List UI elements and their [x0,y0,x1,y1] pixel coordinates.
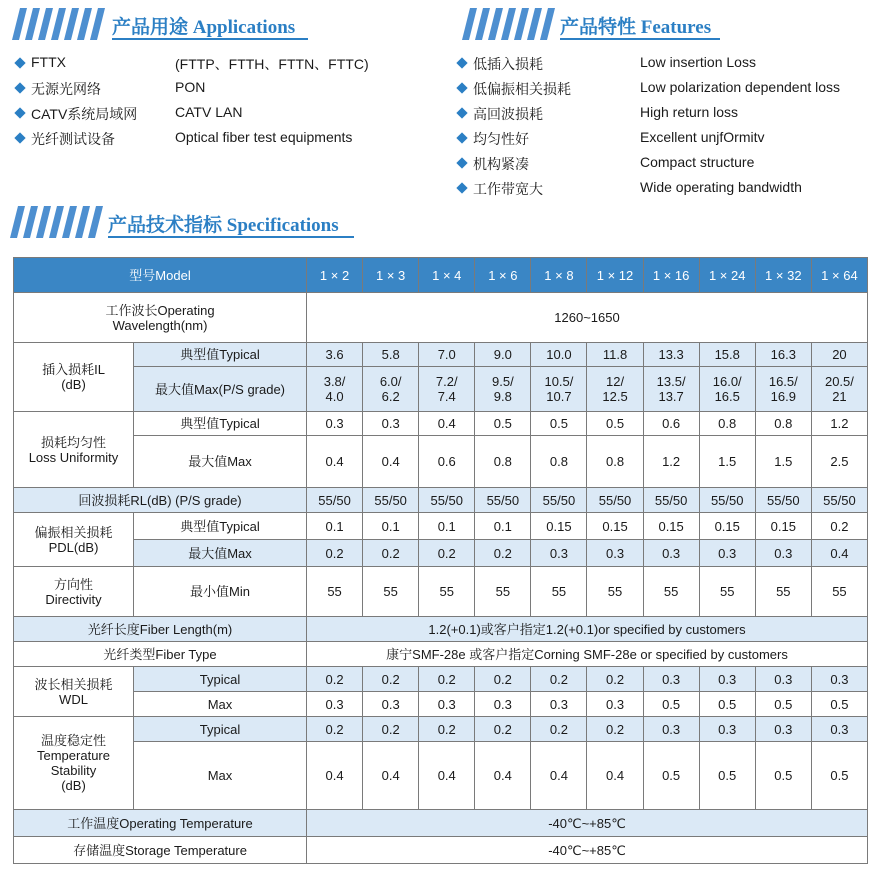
list-item [16,51,436,76]
value-cell: 55 [363,567,419,617]
value-cell: 0.3 [419,692,475,717]
value-cell: 0.3 [811,667,867,692]
value-cell: 0.5 [755,742,811,810]
value-cell: 0.3 [307,692,363,717]
value-cell: 55 [643,567,699,617]
value-cell: 0.2 [419,667,475,692]
list-item [458,51,873,76]
value-cell: 0.3 [699,667,755,692]
fiber-length-value: 1.2(+0.1)或客户指定1.2(+0.1)or specified by customers [307,617,868,642]
list-item [458,151,873,176]
value-cell: 0.5 [699,692,755,717]
st-temp-value: -40℃~+85℃ [307,837,868,864]
value-cell: 1.2 [643,436,699,488]
wdl-max-label: Max [134,692,307,717]
value-cell: 0.8 [475,436,531,488]
diamond-bullet-icon [14,132,25,143]
value-line: 20.5/ [824,374,854,389]
pdl-label [14,513,134,567]
model-cell: 1 × 8 [531,258,587,293]
value-cell: 0.2 [419,717,475,742]
features-list [458,51,873,201]
op-temp-value: -40℃~+85℃ [307,810,868,837]
list-item [16,126,436,151]
fiber-length-label: 光纤长度Fiber Length(m) [14,617,307,642]
specifications-header [10,206,360,240]
table-row [14,343,868,367]
item-value: Compact structure [640,154,755,170]
value-cell [363,367,419,412]
value-cell: 3.6 [307,343,363,367]
model-cell: 1 × 2 [307,258,363,293]
value-cell: 0.3 [475,692,531,717]
item-name: CATV系统局域网 [31,106,138,122]
value-cell: 55/50 [587,488,643,513]
value-cell: 0.4 [363,742,419,810]
value-cell [307,367,363,412]
value-cell: 0.5 [475,412,531,436]
value-cell: 55 [307,567,363,617]
value-cell: 10.0 [531,343,587,367]
item-name: FTTX [31,54,66,70]
value-line: 10.7 [546,389,572,404]
value-cell: 0.15 [531,513,587,540]
label-line: Temperature [37,748,110,763]
model-header: 型号Model [14,258,307,293]
item-value: Low polarization dependent loss [640,79,841,95]
value-line: 16.5 [714,389,740,404]
value-line: 16.9 [770,389,796,404]
value-cell: 0.5 [531,412,587,436]
value-cell: 0.3 [363,412,419,436]
value-cell: 0.3 [755,717,811,742]
item-value: Wide operating bandwidth [640,179,802,195]
item-name: 无源光网络 [31,81,101,97]
st-temp-label: 存储温度Storage Temperature [14,837,307,864]
value-cell: 0.4 [587,742,643,810]
value-cell: 0.1 [307,513,363,540]
value-cell: 0.1 [475,513,531,540]
list-item [16,76,436,101]
dir-min-label: 最小值Min [134,567,307,617]
value-cell: 55 [587,567,643,617]
value-line: 6.0/ [379,374,402,389]
il-label [14,343,134,412]
value-cell: 0.3 [699,540,755,567]
value-cell: 0.15 [643,513,699,540]
wdl-label [14,667,134,717]
item-name: 低偏振相关损耗 [473,81,571,97]
value-line: 9.8 [493,389,512,404]
value-line: 13.7 [658,389,684,404]
diamond-bullet-icon [456,82,467,93]
model-cell: 1 × 4 [419,258,475,293]
value-line: 4.0 [325,389,344,404]
item-value: Excellent unjfOrmitv [640,129,765,145]
table-row [14,513,868,540]
value-cell: 0.8 [531,436,587,488]
value-cell: 55/50 [811,488,867,513]
value-cell: 7.0 [419,343,475,367]
value-cell: 0.1 [419,513,475,540]
value-cell: 55 [699,567,755,617]
diamond-bullet-icon [14,57,25,68]
list-item [458,176,873,201]
pdl-max-label: 最大值Max [134,540,307,567]
table-row [14,293,868,343]
value-cell: 0.5 [699,742,755,810]
value-cell: 55 [811,567,867,617]
value-cell: 0.5 [811,742,867,810]
label-line: (dB) [61,377,86,392]
value-cell: 0.4 [531,742,587,810]
label-line: 波长相关损耗 [34,676,113,692]
stripes-decoration [462,8,562,40]
features-title: 产品特性 Features [560,17,712,38]
value-cell: 55/50 [419,488,475,513]
diamond-bullet-icon [456,132,467,143]
value-cell: 55/50 [363,488,419,513]
value-cell: 0.3 [643,540,699,567]
value-cell: 0.8 [755,412,811,436]
value-cell: 0.4 [475,742,531,810]
value-cell: 0.3 [531,692,587,717]
value-cell: 0.3 [587,540,643,567]
value-cell: 0.2 [587,667,643,692]
specifications-table [13,257,868,864]
value-line: 9.5/ [492,374,514,389]
applications-header [12,8,312,42]
value-cell: 55/50 [699,488,755,513]
model-cell: 1 × 3 [363,258,419,293]
value-cell: 0.4 [419,742,475,810]
fiber-type-label: 光纤类型Fiber Type [14,642,307,667]
value-cell [531,367,587,412]
value-cell: 0.2 [531,717,587,742]
value-line: 3.8/ [323,374,346,389]
rl-label: 回波损耗RL(dB) (P/S grade) [14,488,307,513]
list-item [458,101,873,126]
table-row [14,567,868,617]
item-value: (FTTP、FTTH、FTTN、FTTC) [175,56,369,72]
value-cell: 5.8 [363,343,419,367]
item-name: 低插入损耗 [473,56,543,72]
value-cell: 0.15 [699,513,755,540]
wdl-typ-label: Typical [134,667,307,692]
ts-label [14,717,134,810]
value-cell: 0.2 [531,667,587,692]
wavelength-value: 1260~1650 [307,293,868,343]
applications-list [16,51,436,151]
label-line: Wavelength(nm) [112,317,208,333]
diamond-bullet-icon [14,107,25,118]
label-line: Loss Uniformity [28,449,119,465]
value-cell: 0.2 [307,540,363,567]
label-line: Directivity [45,591,102,607]
value-cell: 0.5 [811,692,867,717]
value-cell: 0.5 [587,412,643,436]
value-cell [811,367,867,412]
label-line: 工作波长Operating [105,302,215,318]
diamond-bullet-icon [456,182,467,193]
applications-title: 产品用途 Applications [112,17,296,38]
table-row [14,367,868,412]
value-cell: 0.2 [475,667,531,692]
value-cell [643,367,699,412]
value-cell: 1.5 [755,436,811,488]
list-item [458,76,873,101]
features-header [462,8,732,42]
value-cell: 0.2 [363,540,419,567]
value-cell: 55/50 [755,488,811,513]
value-cell: 0.8 [587,436,643,488]
value-cell: 0.2 [811,513,867,540]
value-line: 16.5/ [768,374,798,389]
label-line: (dB) [61,778,86,793]
value-cell: 0.3 [755,667,811,692]
lu-typ-label: 典型值Typical [134,412,307,436]
value-cell: 0.2 [307,717,363,742]
label-line: 损耗均匀性 [40,434,106,450]
model-cell: 1 × 12 [587,258,643,293]
dir-label [14,567,134,617]
item-name: 均匀性好 [473,131,529,147]
value-cell: 55 [755,567,811,617]
table-row [14,436,868,488]
value-cell: 9.0 [475,343,531,367]
value-cell: 0.6 [419,436,475,488]
table-row [14,810,868,837]
value-cell: 0.4 [419,412,475,436]
item-name: 高回波损耗 [473,106,543,122]
value-cell: 0.4 [363,436,419,488]
value-line: 7.2/ [435,374,458,389]
value-cell: 15.8 [699,343,755,367]
value-cell: 0.3 [811,717,867,742]
item-name: 光纤测试设备 [31,131,115,147]
pdl-typ-label: 典型值Typical [134,513,307,540]
value-cell: 0.5 [755,692,811,717]
lu-label [14,412,134,488]
label-line: Stability [50,763,97,778]
item-name: 工作带宽大 [473,181,543,197]
value-cell: 20 [811,343,867,367]
value-line: 10.5/ [544,374,574,389]
value-cell: 55/50 [643,488,699,513]
model-cell: 1 × 64 [811,258,867,293]
value-cell: 1.5 [699,436,755,488]
value-cell: 0.3 [643,717,699,742]
table-row [14,617,868,642]
ts-max-label: Max [134,742,307,810]
value-cell: 0.3 [755,540,811,567]
item-value: Low insertion Loss [640,54,756,70]
wavelength-label [14,293,307,343]
ts-typ-label: Typical [134,717,307,742]
value-cell: 0.2 [587,717,643,742]
label-line: 温度稳定性 [40,733,106,748]
applications-underline [112,38,308,40]
value-cell: 0.2 [307,667,363,692]
il-max-label: 最大值Max(P/S grade) [134,367,307,412]
value-cell: 1.2 [811,412,867,436]
value-cell: 55 [531,567,587,617]
value-cell: 0.1 [363,513,419,540]
value-cell [587,367,643,412]
label-line: WDL [59,691,88,707]
value-line: 7.4 [437,389,456,404]
table-row [14,488,868,513]
value-cell: 0.2 [475,717,531,742]
value-line: 6.2 [381,389,400,404]
value-cell: 0.3 [307,412,363,436]
value-cell: 2.5 [811,436,867,488]
value-cell: 55/50 [307,488,363,513]
value-cell: 11.8 [587,343,643,367]
item-name: 机构紧凑 [473,156,529,172]
value-line: 21 [832,389,847,404]
item-value: High return loss [640,104,739,120]
table-row [14,642,868,667]
item-value: Optical fiber test equipments [175,129,353,145]
value-line: 12.5 [602,389,628,404]
value-cell: 0.5 [643,692,699,717]
value-cell [419,367,475,412]
table-row [14,412,868,436]
value-cell: 0.4 [307,742,363,810]
value-cell: 0.15 [755,513,811,540]
diamond-bullet-icon [456,157,467,168]
value-cell: 55 [419,567,475,617]
label-line: 偏振相关损耗 [34,524,113,540]
model-cell: 1 × 32 [755,258,811,293]
label-line: 插入损耗IL [42,362,105,377]
value-cell: 0.5 [643,742,699,810]
diamond-bullet-icon [14,82,25,93]
table-row [14,667,868,692]
value-cell: 16.3 [755,343,811,367]
value-cell: 0.15 [587,513,643,540]
value-cell: 0.2 [363,667,419,692]
op-temp-label: 工作温度Operating Temperature [14,810,307,837]
features-underline [560,38,720,40]
value-cell: 55 [475,567,531,617]
stripes-decoration [12,8,112,40]
value-line: 13.5/ [656,374,686,389]
label-line: PDL(dB) [48,539,99,555]
value-cell: 0.8 [699,412,755,436]
item-value: PON [175,79,206,95]
value-cell: 0.3 [643,667,699,692]
model-cell: 1 × 24 [699,258,755,293]
value-cell: 55/50 [475,488,531,513]
value-line: 12/ [605,374,625,389]
value-cell [475,367,531,412]
table-row [14,717,868,742]
model-cell: 1 × 6 [475,258,531,293]
value-cell: 55/50 [531,488,587,513]
specifications-underline [108,236,354,238]
value-cell [755,367,811,412]
value-cell: 0.4 [811,540,867,567]
table-row [14,742,868,810]
value-cell: 0.2 [475,540,531,567]
specifications-title: 产品技术指标 Specifications [108,215,339,236]
table-row [14,540,868,567]
value-cell: 0.3 [587,692,643,717]
diamond-bullet-icon [456,57,467,68]
value-cell: 0.4 [307,436,363,488]
lu-max-label: 最大值Max [134,436,307,488]
fiber-type-value: 康宁SMF-28e 或客户指定Corning SMF-28e or specified by customers [307,642,868,667]
value-cell: 0.2 [363,717,419,742]
item-value: CATV LAN [175,104,243,120]
value-cell: 13.3 [643,343,699,367]
stripes-decoration [10,206,110,238]
diamond-bullet-icon [456,107,467,118]
value-cell [699,367,755,412]
table-row [14,692,868,717]
value-cell: 0.3 [699,717,755,742]
value-line: 16.0/ [712,374,742,389]
table-row [14,258,868,293]
value-cell: 0.6 [643,412,699,436]
list-item [458,126,873,151]
table-row [14,837,868,864]
list-item [16,101,436,126]
value-cell: 0.2 [419,540,475,567]
il-typ-label: 典型值Typical [134,343,307,367]
label-line: 方向性 [53,576,93,592]
model-cell: 1 × 16 [643,258,699,293]
value-cell: 0.3 [531,540,587,567]
value-cell: 0.3 [363,692,419,717]
